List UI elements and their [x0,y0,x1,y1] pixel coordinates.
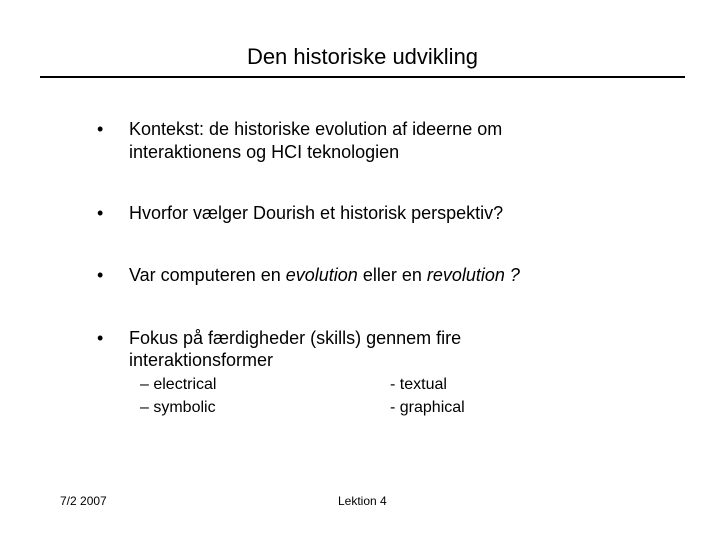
bullet-dot-icon: • [97,119,104,139]
bullet-evolution-revolution-text [129,265,520,286]
bullet-dot-icon: • [97,203,104,223]
evolution-middle: eller en [357,265,427,285]
evolution-term: evolution [285,265,358,285]
title-divider [40,76,685,78]
sub-item-electrical: – electrical [140,376,217,393]
bullet-dot-icon: • [97,328,104,348]
sub-item-symbolic: – symbolic [140,399,216,416]
footer-lecture: Lektion 4 [338,494,387,508]
bullet-context-line2: interaktionens og HCI teknologien [129,142,400,162]
footer-date: 7/2 2007 [60,494,107,508]
bullet-skills-line1: Fokus på færdigheder (skills) gennem fire [129,328,462,348]
bullet-why-history-text: Hvorfor vælger Dourish et historisk perspektiv? [129,203,504,223]
sub-item-textual: - textual [390,376,447,393]
sub-item-graphical: - graphical [390,399,465,416]
bullet-dot-icon: • [97,265,104,285]
bullet-context-line1: Kontekst: de historiske evolution af ideerne om [129,119,503,139]
bullet-skills-line2: interaktionsformer [129,350,274,370]
revolution-term: revolution ? [426,265,520,285]
slide-title: Den historiske udvikling [246,44,479,69]
evolution-prefix: Var computeren en [129,265,286,285]
